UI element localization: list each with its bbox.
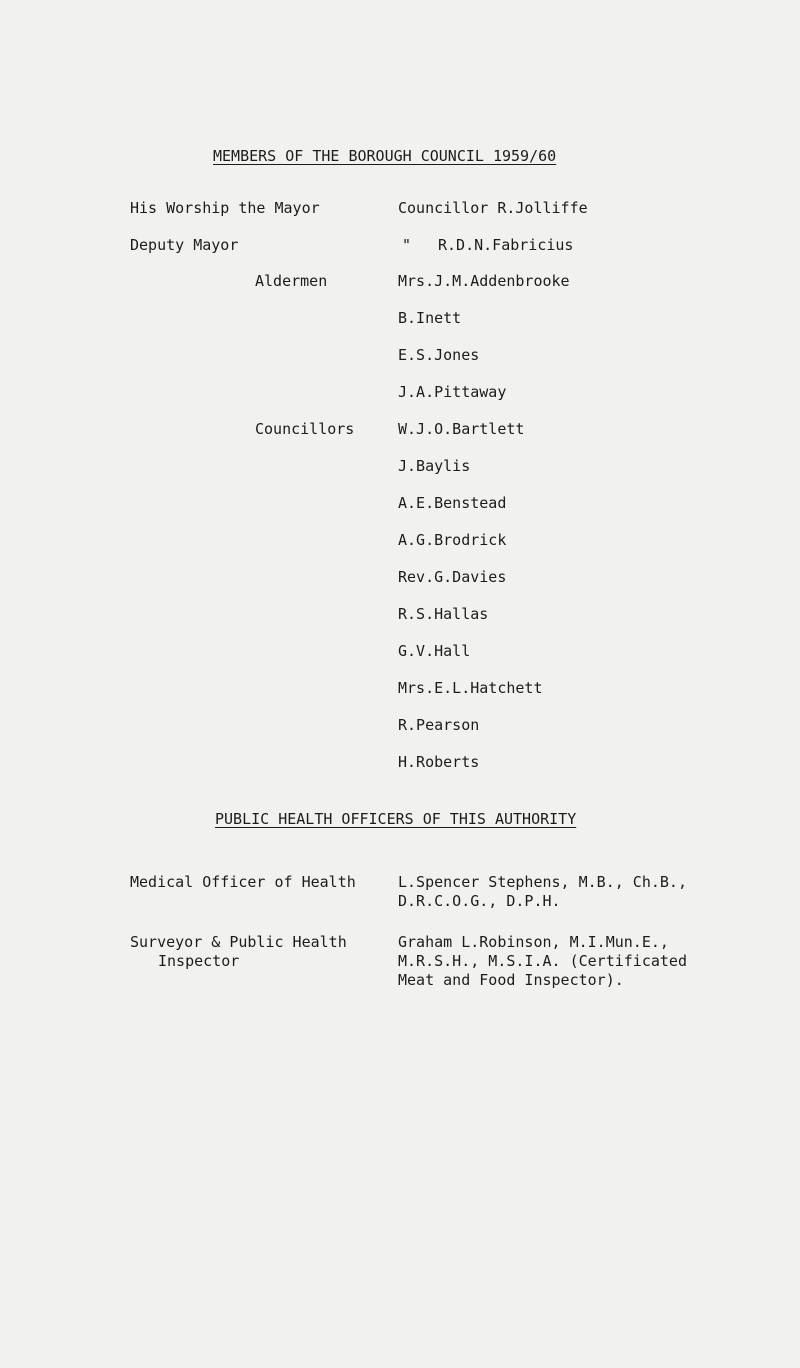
deputy-mayor-name: R.D.N.Fabricius [438, 236, 574, 254]
page-title: MEMBERS OF THE BOROUGH COUNCIL 1959/60 [213, 147, 557, 165]
councillor-name: Mrs.E.L.Hatchett [398, 679, 543, 697]
ditto-mark: " [402, 236, 412, 254]
officers-heading: PUBLIC HEALTH OFFICERS OF THIS AUTHORITY [215, 810, 577, 828]
councillor-name: R.Pearson [398, 716, 480, 734]
deputy-mayor-label: Deputy Mayor [130, 236, 239, 254]
aldermen-label: Aldermen [255, 272, 328, 290]
councillor-name: J.Baylis [398, 457, 471, 475]
officer-detail-line: Meat and Food Inspector). [398, 971, 624, 989]
alderman-name: Mrs.J.M.Addenbrooke [398, 272, 570, 290]
officer-details [398, 873, 687, 911]
officer-detail-line: L.Spencer Stephens, M.B., Ch.B., [398, 873, 687, 891]
officer-role-line: Inspector [158, 952, 240, 970]
councillor-name: G.V.Hall [398, 642, 471, 660]
officer-role [130, 873, 356, 892]
alderman-name: E.S.Jones [398, 346, 480, 364]
alderman-name: J.A.Pittaway [398, 383, 507, 401]
councillor-name: A.G.Brodrick [398, 531, 507, 549]
officer-detail-line: D.R.C.O.G., D.P.H. [398, 892, 561, 910]
officer-details [398, 933, 687, 990]
officer-detail-line: Graham L.Robinson, M.I.Mun.E., [398, 933, 669, 951]
officer-role-line: Medical Officer of Health [130, 873, 356, 891]
councillor-name: H.Roberts [398, 753, 480, 771]
officer-role-line: Surveyor & Public Health [130, 933, 347, 951]
councillor-name: W.J.O.Bartlett [398, 420, 525, 438]
officer-detail-line: M.R.S.H., M.S.I.A. (Certificated [398, 952, 687, 970]
councillor-name: Rev.G.Davies [398, 568, 507, 586]
mayor-label: His Worship the Mayor [130, 199, 320, 217]
alderman-name: B.Inett [398, 309, 462, 327]
councillor-name: R.S.Hallas [398, 605, 489, 623]
officer-role [130, 933, 347, 971]
mayor-name: Councillor R.Jolliffe [398, 199, 588, 217]
councillor-name: A.E.Benstead [398, 494, 507, 512]
councillors-label: Councillors [255, 420, 355, 438]
